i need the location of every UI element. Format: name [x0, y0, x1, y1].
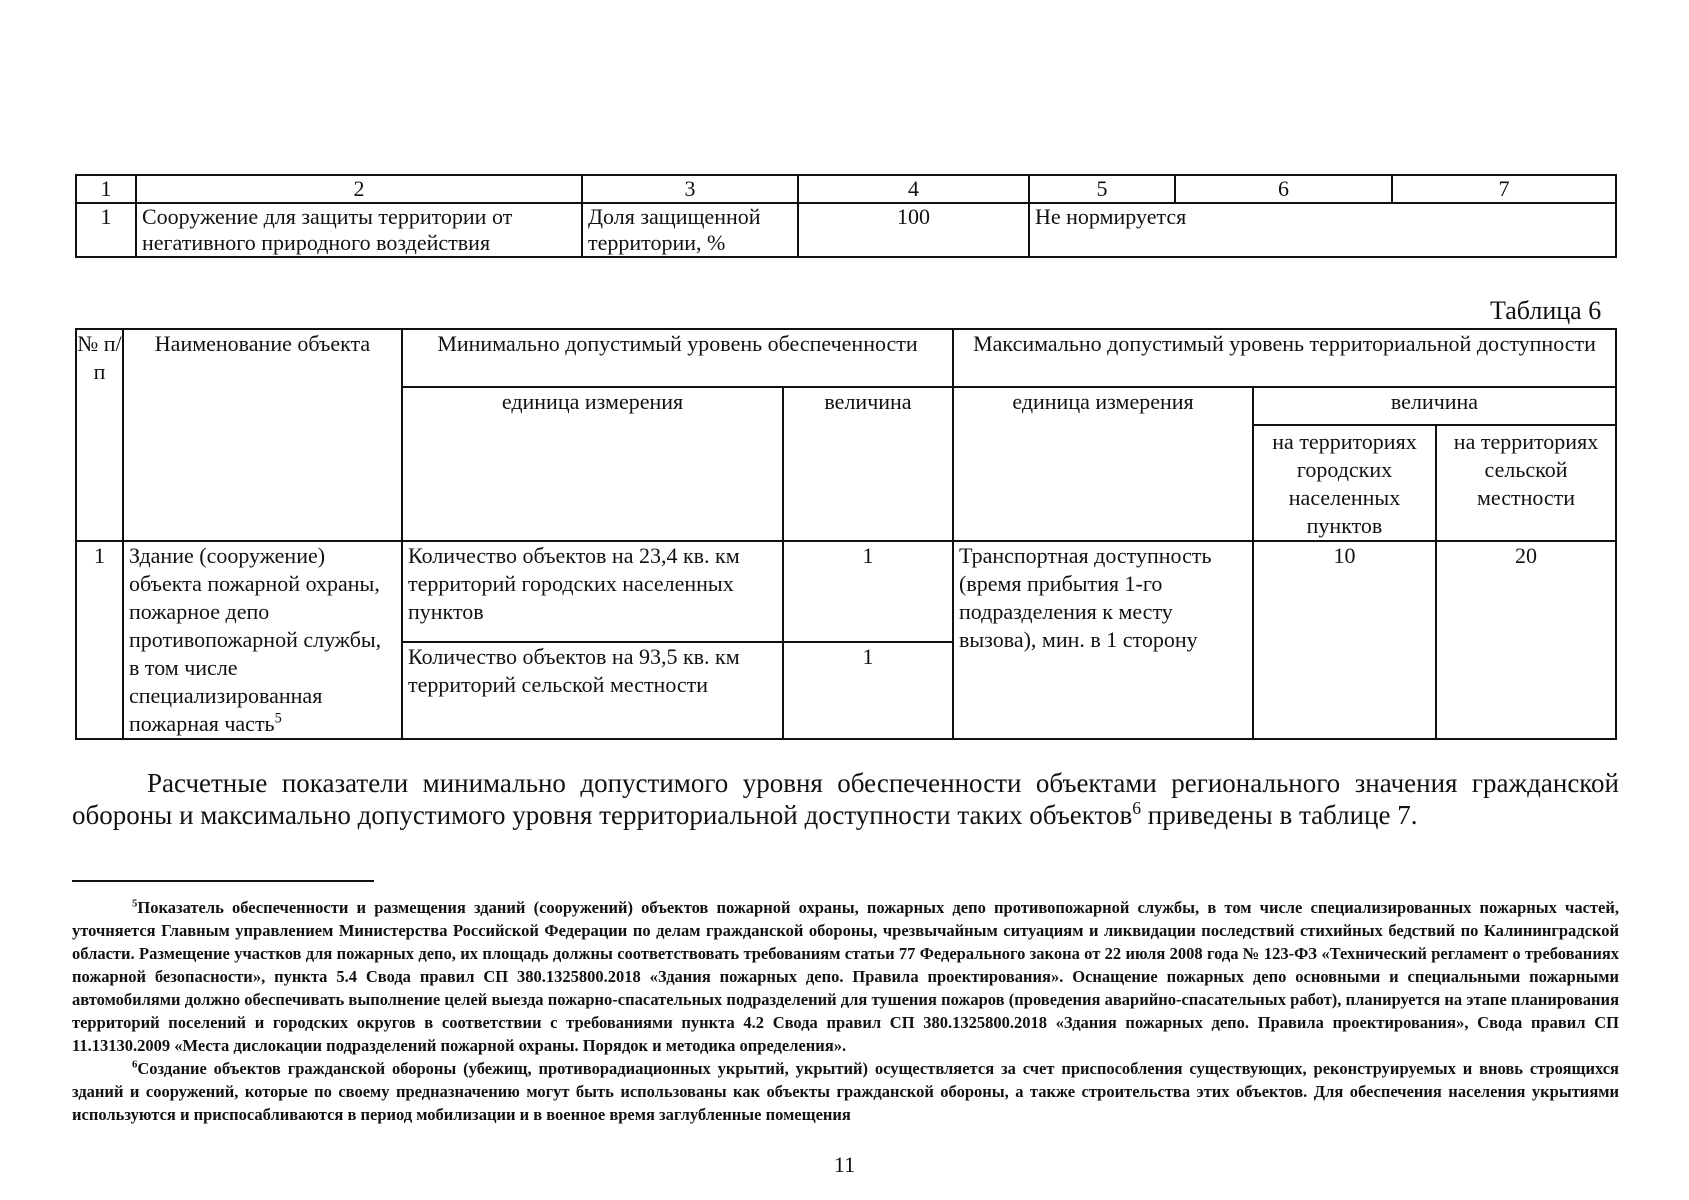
header-max-unit: единица измерения	[953, 387, 1253, 541]
header-rural: на территориях сельской местности	[1436, 425, 1616, 541]
footnote-5	[72, 896, 1619, 1057]
table-5	[75, 174, 1617, 258]
object-name-text: Здание (сооружение) объекта пожарной охраны, пожарное депо противопожарной службы, в том числе специализированная пожарная часть	[129, 543, 382, 736]
header-max-value: величина	[1253, 387, 1616, 425]
header-min-value: величина	[783, 387, 953, 541]
column-number-4: 4	[798, 175, 1029, 203]
table-6-caption: Таблица 6	[1490, 296, 1602, 325]
unit-cell: Доля защищенной территории, %	[582, 203, 798, 257]
value-cell: 100	[798, 203, 1029, 257]
header-min-unit: единица измерения	[402, 387, 783, 541]
min-value-urban: 1	[783, 541, 953, 642]
column-number-5: 5	[1029, 175, 1175, 203]
body-paragraph	[72, 767, 1619, 831]
row-number: 1	[76, 541, 123, 739]
paragraph-text-end: приведены в таблице 7.	[1141, 800, 1418, 830]
column-number-2: 2	[136, 175, 582, 203]
table-header-row	[76, 329, 1616, 387]
table-row	[76, 541, 1616, 642]
header-urban: на территориях городских населенных пунктов	[1253, 425, 1436, 541]
object-name	[123, 541, 402, 739]
footnote-text: Показатель обеспеченности и размещения зданий (сооружений) объектов пожарной охраны, пожарных депо противопожарной службы, в том числе специализированных пожарных частей, уточняется Главным управлением Министерства Российской Федерации по делам гражданской обороны, чрезвычайным ситуациям и ликвидации последствий стихийных бедствий по Калининградской области. Размещение участков для пожарных депо, их площадь должны соответствовать требованиям статьи 77 Федерального закона от 22 июля 2008 года № 123-ФЗ «Технический регламент о требованиях пожарной безопасности», пункта 5.4 Свода правил СП 380.1325800.2018 «Здания пожарных депо. Правила проектирования». Оснащение пожарных депо основными и специальными пожарными автомобилями должно обеспечивать выполнение целей выезда пожарно-спасательных подразделений для тушения пожаров (проведения аварийно-спасательных работ), планируется на этапе планирования территорий поселений и городских округов в соответствии с требованиями пункта 4.2 Свода правил СП 380.1325800.2018 «Здания пожарных депо. Правила проектирования», Свода правил СП 11.13130.2009 «Места дислокации подразделений пожарной охраны. Порядок и методика определения».	[72, 898, 1619, 1055]
header-num: № п/п	[76, 329, 123, 541]
header-max-level: Максимально допустимый уровень территориальной доступности	[953, 329, 1616, 387]
column-number-1: 1	[76, 175, 136, 203]
min-unit-urban: Количество объектов на 23,4 кв. км территорий городских населенных пунктов	[402, 541, 783, 642]
max-unit: Транспортная доступность (время прибытия 1-го подразделения к месту вызова), мин. в 1 сторону	[953, 541, 1253, 739]
min-value-rural: 1	[783, 642, 953, 739]
row-number: 1	[76, 203, 136, 257]
urban-value: 10	[1253, 541, 1436, 739]
column-number-3: 3	[582, 175, 798, 203]
access-cell: Не нормируется	[1029, 203, 1616, 257]
table-row	[76, 203, 1616, 257]
rural-value: 20	[1436, 541, 1616, 739]
column-number-6: 6	[1175, 175, 1392, 203]
table-6	[75, 328, 1617, 740]
footnote-ref-6: 6	[1132, 798, 1142, 818]
column-number-7: 7	[1392, 175, 1616, 203]
page-number: 11	[833, 1152, 856, 1177]
table-header-row	[76, 175, 1616, 203]
footnotes	[72, 896, 1619, 1126]
footnote-separator	[72, 880, 374, 882]
header-min-level: Минимально допустимый уровень обеспеченности	[402, 329, 953, 387]
footnote-6	[72, 1057, 1619, 1126]
object-name: Сооружение для защиты территории от негативного природного воздействия	[136, 203, 582, 257]
header-name: Наименование объекта	[123, 329, 402, 541]
paragraph-text: Расчетные показатели минимально допустимого уровня обеспеченности объектами регионального значения гражданской обороны и максимально допустимого уровня территориальной доступности таких объектов	[72, 768, 1619, 830]
footnote-text: Создание объектов гражданской обороны (убежищ, противорадиационных укрытий, укрытий) осуществляется за счет приспособления существующих, реконструируемых и вновь строящихся зданий и сооружений, которые по своему предназначению могут быть использованы как объекты гражданской обороны, а также строительства этих объектов. Для обеспечения населения укрытиями используются и приспосабливаются в период мобилизации и в военное время заглубленные помещения	[72, 1059, 1619, 1124]
footnote-ref-5: 5	[274, 710, 282, 727]
footnote-mark: 6	[132, 1058, 138, 1071]
min-unit-rural: Количество объектов на 93,5 кв. км территорий сельской местности	[402, 642, 783, 739]
footnote-mark: 5	[132, 897, 138, 910]
